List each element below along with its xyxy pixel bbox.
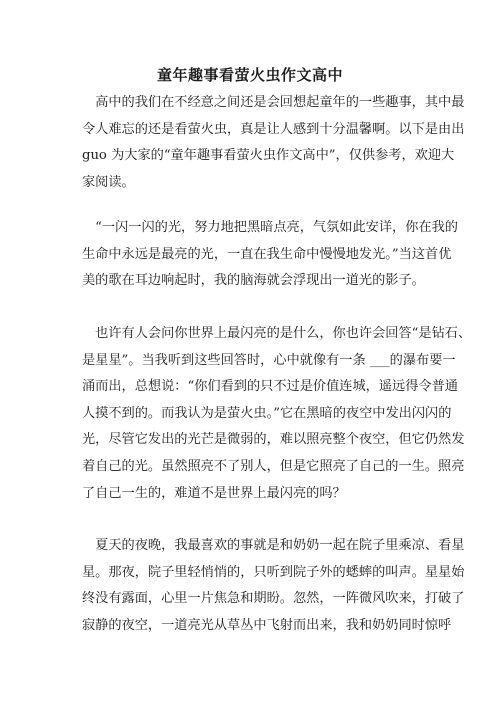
paragraph-line: 夏天的夜晚，我最喜欢的事就是和奶奶一起在院子里乘凉、看星 [82, 538, 465, 553]
paragraph-line: 了自己一生的，难道不是世界上最闪亮的吗？ [82, 485, 346, 501]
paragraph-line: 令人难忘的还是看萤火虫，真是让人感到十分温馨啊。以下是由出 [82, 121, 465, 137]
paragraph-summer-night [82, 533, 465, 639]
paragraph-line: “一闪一闪的光，努力地把黑暗点亮，气氛如此安详，你在我的 [82, 220, 458, 235]
paragraph-line: 美的歌在耳边响起时，我的脑海就会浮现出一道光的影子。 [82, 273, 425, 289]
paragraph-brightest [82, 321, 472, 507]
paragraph-intro [82, 90, 465, 196]
document-title: 童年趣事看萤火虫作文高中 [156, 66, 343, 84]
paragraph-line: 光，尽管它发出的光芒是微弱的，难以照亮整个夜空，但它仍然发 [82, 432, 465, 448]
paragraph-line: 也许有人会问你世界上最闪亮的是什么，你也许会回答“是钻石、 [82, 326, 472, 341]
paragraph-line: 着自己的光。虽然照亮不了别人，但是它照亮了自己的一生。照亮 [82, 458, 465, 474]
paragraph-line: 涌而出，总想说：“你们看到的只不过是价值连城，遥远得令普通 [82, 379, 458, 395]
paragraph-line: guo 为大家的“童年趣事看萤火虫作文高中”，仅供参考，欢迎大 [82, 148, 455, 164]
paragraph-line: 家阅读。 [82, 174, 135, 190]
paragraph-line: 终没有露面，心里一片焦急和期盼。忽然，一阵微风吹来，打破了 [82, 591, 465, 607]
paragraph-line: 星。那夜，院子里轻悄悄的，只听到院子外的蟋蟀的叫声。星星始 [82, 564, 465, 580]
paragraph-line: 寂静的夜空，一道亮光从草丛中飞射而出来，我和奶奶同时惊呼 [82, 617, 452, 633]
paragraph-line: 人摸不到的。而我认为是萤火虫。”它在黑暗的夜空中发出闪闪的 [82, 405, 452, 421]
paragraph-line: 生命中永远是最亮的光，一直在我生命中慢慢地发光。”当这首优 [82, 246, 452, 262]
paragraph-line: 高中的我们在不经意之间还是会回想起童年的一些趣事，其中最 [82, 95, 465, 110]
paragraph-line: 是星星”。当我听到这些回答时，心中就像有一条 ___的瀑布要一 [82, 352, 456, 368]
paragraph-song [82, 215, 458, 295]
